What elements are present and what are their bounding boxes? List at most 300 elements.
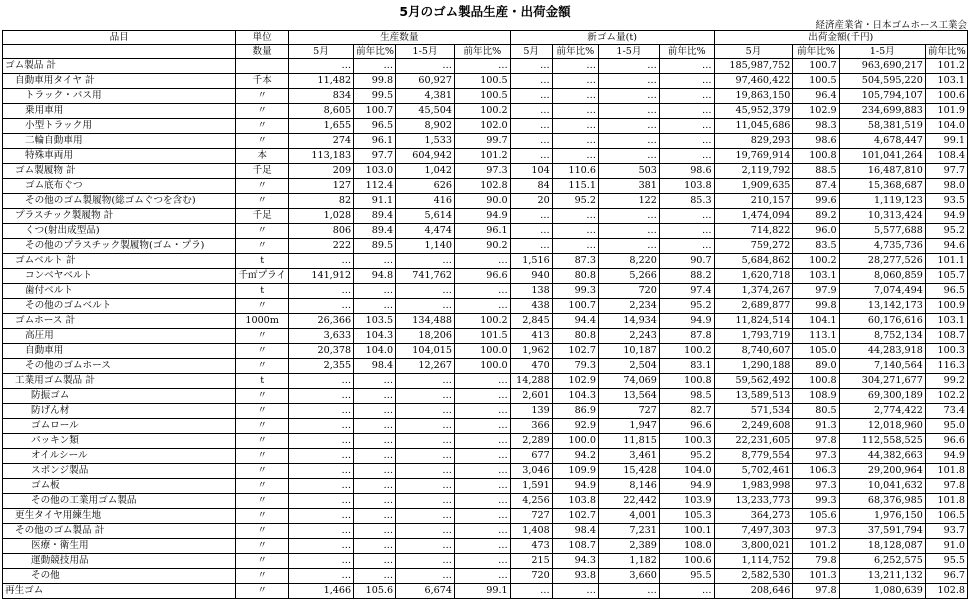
- cell-production-ytd-yoy: 102.0: [454, 119, 510, 134]
- cell-production-ytd-yoy: 100.5: [454, 74, 510, 89]
- cell-new-rubber-ytd-yoy: …: [659, 59, 714, 74]
- row-unit: 〃: [236, 464, 289, 479]
- cell-new-rubber-month: 940: [510, 269, 552, 284]
- cell-new-rubber-yoy: 94.4: [552, 314, 598, 329]
- cell-production-yoy: …: [354, 419, 396, 434]
- cell-shipment-month: 7,497,303: [714, 524, 793, 539]
- cell-new-rubber-ytd: 14,934: [598, 314, 659, 329]
- cell-shipment-month: 8,779,554: [714, 449, 793, 464]
- cell-shipment-yoy: 101.2: [793, 539, 839, 554]
- cell-new-rubber-ytd: …: [598, 134, 659, 149]
- cell-production-ytd: 12,267: [396, 359, 455, 374]
- cell-shipment-ytd-yoy: 116.3: [925, 359, 967, 374]
- cell-production-yoy: …: [354, 449, 396, 464]
- cell-new-rubber-ytd: 10,187: [598, 344, 659, 359]
- cell-new-rubber-yoy: 102.7: [552, 509, 598, 524]
- cell-production-month: 1,466: [288, 584, 353, 599]
- cell-new-rubber-yoy: …: [552, 584, 598, 599]
- cell-new-rubber-ytd: …: [598, 209, 659, 224]
- cell-shipment-ytd-yoy: 95.5: [925, 554, 967, 569]
- cell-new-rubber-ytd: 720: [598, 284, 659, 299]
- cell-production-ytd: …: [396, 569, 455, 584]
- cell-new-rubber-ytd: 8,146: [598, 479, 659, 494]
- cell-new-rubber-ytd: 727: [598, 404, 659, 419]
- cell-shipment-yoy: 83.5: [793, 239, 839, 254]
- cell-production-ytd-yoy: …: [454, 59, 510, 74]
- cell-shipment-ytd-yoy: 96.5: [925, 284, 967, 299]
- cell-new-rubber-ytd: 2,243: [598, 329, 659, 344]
- cell-production-month: …: [288, 524, 353, 539]
- cell-production-month: …: [288, 389, 353, 404]
- row-unit: 本: [236, 149, 289, 164]
- cell-shipment-ytd: 8,060,859: [839, 269, 925, 284]
- table-row: [3, 89, 968, 104]
- source-note: 経済産業省・日本ゴムホース工業会: [815, 20, 967, 31]
- cell-production-ytd-yoy: 99.7: [454, 134, 510, 149]
- cell-shipment-month: 3,800,021: [714, 539, 793, 554]
- cell-production-month: 141,912: [288, 269, 353, 284]
- row-unit: 千本: [236, 74, 289, 89]
- cell-shipment-yoy: 98.3: [793, 119, 839, 134]
- row-unit: 〃: [236, 419, 289, 434]
- cell-production-ytd: …: [396, 404, 455, 419]
- cell-new-rubber-month: 3,046: [510, 464, 552, 479]
- row-item-name: 更生タイヤ用練生地: [3, 509, 236, 524]
- cell-production-month: 209: [288, 164, 353, 179]
- cell-production-month: 274: [288, 134, 353, 149]
- cell-shipment-ytd-yoy: 93.5: [925, 194, 967, 209]
- cell-shipment-ytd-yoy: 91.0: [925, 539, 967, 554]
- row-unit: 〃: [236, 89, 289, 104]
- row-item-name: ゴムホース 計: [3, 314, 236, 329]
- cell-production-ytd-yoy: …: [454, 524, 510, 539]
- header-ship-month: 5月: [714, 45, 793, 59]
- table-row: [3, 134, 968, 149]
- cell-shipment-ytd-yoy: 101.8: [925, 464, 967, 479]
- cell-production-month: 2,355: [288, 359, 353, 374]
- cell-production-yoy: 103.5: [354, 314, 396, 329]
- cell-shipment-ytd-yoy: 104.0: [925, 119, 967, 134]
- cell-new-rubber-ytd-yoy: 95.2: [659, 449, 714, 464]
- row-item-name: 自動車用タイヤ 計: [3, 74, 236, 89]
- cell-shipment-ytd: 4,735,736: [839, 239, 925, 254]
- cell-production-ytd: …: [396, 419, 455, 434]
- row-unit: 〃: [236, 179, 289, 194]
- cell-production-yoy: …: [354, 479, 396, 494]
- cell-new-rubber-ytd: 7,231: [598, 524, 659, 539]
- cell-shipment-yoy: 88.5: [793, 164, 839, 179]
- cell-shipment-ytd: 1,119,123: [839, 194, 925, 209]
- cell-production-month: …: [288, 434, 353, 449]
- row-unit: 〃: [236, 479, 289, 494]
- cell-production-ytd-yoy: …: [454, 284, 510, 299]
- cell-production-yoy: …: [354, 569, 396, 584]
- row-item-name: 工業用ゴム製品 計: [3, 374, 236, 389]
- cell-shipment-ytd: 2,774,422: [839, 404, 925, 419]
- cell-shipment-ytd: 69,300,189: [839, 389, 925, 404]
- cell-shipment-ytd-yoy: 94.9: [925, 209, 967, 224]
- header-ship-ytd: 1-5月: [839, 45, 925, 59]
- cell-new-rubber-ytd: …: [598, 74, 659, 89]
- cell-new-rubber-ytd-yoy: 103.9: [659, 494, 714, 509]
- row-unit: t: [236, 254, 289, 269]
- cell-production-month: 806: [288, 224, 353, 239]
- cell-new-rubber-ytd-yoy: 104.0: [659, 464, 714, 479]
- cell-shipment-ytd: 105,794,107: [839, 89, 925, 104]
- cell-new-rubber-ytd-yoy: 88.2: [659, 269, 714, 284]
- row-unit: 〃: [236, 569, 289, 584]
- cell-new-rubber-month: …: [510, 104, 552, 119]
- cell-new-rubber-ytd: 122: [598, 194, 659, 209]
- cell-production-yoy: 104.3: [354, 329, 396, 344]
- table-row: [3, 464, 968, 479]
- cell-shipment-yoy: 103.1: [793, 269, 839, 284]
- cell-new-rubber-ytd: 1,947: [598, 419, 659, 434]
- cell-shipment-ytd: 18,128,087: [839, 539, 925, 554]
- cell-production-ytd: 104,015: [396, 344, 455, 359]
- cell-production-ytd-yoy: …: [454, 419, 510, 434]
- table-row: [3, 74, 968, 89]
- table-row: [3, 194, 968, 209]
- row-item-name: オイルシール: [3, 449, 236, 464]
- cell-new-rubber-ytd-yoy: …: [659, 134, 714, 149]
- cell-shipment-ytd-yoy: 95.0: [925, 419, 967, 434]
- cell-shipment-ytd: 12,018,960: [839, 419, 925, 434]
- cell-new-rubber-yoy: 98.4: [552, 524, 598, 539]
- cell-shipment-ytd-yoy: 97.7: [925, 164, 967, 179]
- cell-shipment-month: 22,231,605: [714, 434, 793, 449]
- page-title: 5月のゴム製品生産・出荷金額: [399, 4, 571, 19]
- cell-shipment-ytd: 1,976,150: [839, 509, 925, 524]
- cell-production-month: …: [288, 569, 353, 584]
- cell-production-ytd-yoy: 100.5: [454, 89, 510, 104]
- row-unit: 〃: [236, 344, 289, 359]
- cell-shipment-yoy: 105.0: [793, 344, 839, 359]
- cell-production-month: 82: [288, 194, 353, 209]
- cell-new-rubber-yoy: 92.9: [552, 419, 598, 434]
- table-row: [3, 404, 968, 419]
- row-unit: 1000m: [236, 314, 289, 329]
- cell-new-rubber-yoy: …: [552, 239, 598, 254]
- cell-new-rubber-yoy: 115.1: [552, 179, 598, 194]
- cell-shipment-ytd: 101,041,264: [839, 149, 925, 164]
- cell-production-month: …: [288, 59, 353, 74]
- row-unit: 〃: [236, 449, 289, 464]
- table-row: [3, 239, 968, 254]
- cell-new-rubber-ytd-yoy: 100.3: [659, 434, 714, 449]
- cell-production-ytd-yoy: …: [454, 539, 510, 554]
- cell-shipment-ytd: 28,277,526: [839, 254, 925, 269]
- row-unit: 〃: [236, 554, 289, 569]
- cell-production-ytd: 1,533: [396, 134, 455, 149]
- row-unit: 〃: [236, 359, 289, 374]
- cell-new-rubber-ytd-yoy: 87.8: [659, 329, 714, 344]
- row-item-name: 運動競技用品: [3, 554, 236, 569]
- cell-shipment-month: 2,249,608: [714, 419, 793, 434]
- cell-production-ytd: 1,140: [396, 239, 455, 254]
- cell-production-month: 8,605: [288, 104, 353, 119]
- cell-new-rubber-ytd-yoy: …: [659, 239, 714, 254]
- cell-shipment-month: 1,793,719: [714, 329, 793, 344]
- header-row-2: [3, 45, 968, 59]
- cell-production-ytd: …: [396, 449, 455, 464]
- cell-production-ytd: 416: [396, 194, 455, 209]
- row-item-name: その他のゴムホース: [3, 359, 236, 374]
- header-unit-sub: 数量: [236, 45, 289, 59]
- cell-new-rubber-yoy: 100.0: [552, 434, 598, 449]
- cell-new-rubber-ytd: 11,815: [598, 434, 659, 449]
- cell-shipment-yoy: 100.5: [793, 74, 839, 89]
- row-unit: 〃: [236, 404, 289, 419]
- cell-production-ytd-yoy: 101.5: [454, 329, 510, 344]
- cell-production-ytd-yoy: …: [454, 479, 510, 494]
- header-unit: 単位: [236, 31, 289, 45]
- cell-shipment-yoy: 105.6: [793, 509, 839, 524]
- cell-new-rubber-yoy: …: [552, 149, 598, 164]
- cell-shipment-ytd-yoy: 97.8: [925, 479, 967, 494]
- row-unit: 〃: [236, 494, 289, 509]
- header-ship-ytd-yoy: 前年比%: [925, 45, 967, 59]
- cell-production-yoy: 89.4: [354, 224, 396, 239]
- table-row: [3, 359, 968, 374]
- cell-production-yoy: …: [354, 524, 396, 539]
- cell-production-ytd-yoy: …: [454, 449, 510, 464]
- cell-production-ytd: …: [396, 374, 455, 389]
- cell-shipment-month: 1,983,998: [714, 479, 793, 494]
- cell-new-rubber-yoy: …: [552, 104, 598, 119]
- cell-new-rubber-ytd: …: [598, 119, 659, 134]
- cell-new-rubber-yoy: 99.3: [552, 284, 598, 299]
- cell-shipment-ytd: 963,690,217: [839, 59, 925, 74]
- cell-new-rubber-yoy: 94.3: [552, 554, 598, 569]
- cell-shipment-ytd: 304,271,677: [839, 374, 925, 389]
- cell-production-yoy: …: [354, 299, 396, 314]
- cell-new-rubber-month: 677: [510, 449, 552, 464]
- cell-new-rubber-ytd-yoy: 83.1: [659, 359, 714, 374]
- cell-shipment-ytd: 10,041,632: [839, 479, 925, 494]
- cell-shipment-yoy: 89.2: [793, 209, 839, 224]
- cell-production-yoy: 94.8: [354, 269, 396, 284]
- cell-production-ytd: …: [396, 524, 455, 539]
- cell-shipment-ytd-yoy: 93.7: [925, 524, 967, 539]
- cell-new-rubber-ytd: …: [598, 224, 659, 239]
- cell-new-rubber-month: 104: [510, 164, 552, 179]
- cell-new-rubber-yoy: 102.7: [552, 344, 598, 359]
- row-unit: 〃: [236, 389, 289, 404]
- cell-production-ytd: …: [396, 554, 455, 569]
- table-row: [3, 149, 968, 164]
- table-row: [3, 344, 968, 359]
- cell-production-ytd-yoy: 101.2: [454, 149, 510, 164]
- row-item-name: ゴム底布ぐつ: [3, 179, 236, 194]
- cell-new-rubber-month: 1,962: [510, 344, 552, 359]
- cell-new-rubber-month: 1,408: [510, 524, 552, 539]
- cell-production-yoy: 91.1: [354, 194, 396, 209]
- cell-production-yoy: 103.0: [354, 164, 396, 179]
- header-prod-month: 5月: [288, 45, 353, 59]
- cell-new-rubber-yoy: 80.8: [552, 329, 598, 344]
- cell-shipment-ytd-yoy: 98.0: [925, 179, 967, 194]
- cell-production-ytd: 604,942: [396, 149, 455, 164]
- cell-production-yoy: …: [354, 554, 396, 569]
- cell-shipment-yoy: 91.3: [793, 419, 839, 434]
- cell-shipment-ytd: 13,211,132: [839, 569, 925, 584]
- cell-production-month: 1,655: [288, 119, 353, 134]
- cell-shipment-ytd: 16,487,810: [839, 164, 925, 179]
- cell-production-yoy: 98.4: [354, 359, 396, 374]
- cell-shipment-month: 5,702,461: [714, 464, 793, 479]
- cell-shipment-ytd-yoy: 73.4: [925, 404, 967, 419]
- cell-new-rubber-yoy: 94.9: [552, 479, 598, 494]
- cell-new-rubber-ytd: 15,428: [598, 464, 659, 479]
- table-row: [3, 269, 968, 284]
- cell-production-ytd-yoy: …: [454, 389, 510, 404]
- cell-new-rubber-ytd: 4,001: [598, 509, 659, 524]
- cell-new-rubber-ytd-yoy: 100.1: [659, 524, 714, 539]
- cell-shipment-month: 185,987,752: [714, 59, 793, 74]
- cell-new-rubber-month: 139: [510, 404, 552, 419]
- cell-production-yoy: …: [354, 539, 396, 554]
- cell-shipment-ytd: 234,699,883: [839, 104, 925, 119]
- cell-production-ytd-yoy: 94.9: [454, 209, 510, 224]
- cell-new-rubber-ytd-yoy: 94.9: [659, 314, 714, 329]
- cell-production-ytd-yoy: …: [454, 434, 510, 449]
- row-unit: 〃: [236, 434, 289, 449]
- cell-production-ytd-yoy: 96.6: [454, 269, 510, 284]
- cell-production-ytd: …: [396, 284, 455, 299]
- table-row: [3, 209, 968, 224]
- header-production: 生産数量: [288, 31, 510, 45]
- row-item-name: 防げん材: [3, 404, 236, 419]
- cell-new-rubber-ytd-yoy: 105.3: [659, 509, 714, 524]
- cell-shipment-month: 2,582,530: [714, 569, 793, 584]
- cell-shipment-ytd-yoy: 108.4: [925, 149, 967, 164]
- cell-new-rubber-ytd: …: [598, 89, 659, 104]
- table-row: [3, 254, 968, 269]
- cell-new-rubber-yoy: 102.9: [552, 374, 598, 389]
- row-item-name: 歯付ベルト: [3, 284, 236, 299]
- row-item-name: 二輪自動車用: [3, 134, 236, 149]
- cell-new-rubber-ytd: …: [598, 59, 659, 74]
- production-table: [2, 30, 968, 599]
- cell-new-rubber-month: …: [510, 149, 552, 164]
- cell-shipment-yoy: 80.5: [793, 404, 839, 419]
- table-row: [3, 119, 968, 134]
- cell-new-rubber-ytd-yoy: 98.6: [659, 164, 714, 179]
- cell-production-ytd: …: [396, 479, 455, 494]
- cell-production-yoy: …: [354, 464, 396, 479]
- table-row: [3, 389, 968, 404]
- cell-production-yoy: 97.7: [354, 149, 396, 164]
- cell-new-rubber-ytd: 3,461: [598, 449, 659, 464]
- row-unit: 千足: [236, 209, 289, 224]
- table-row: [3, 374, 968, 389]
- row-item-name: その他のプラスチック製履物(ゴム・プラ): [3, 239, 236, 254]
- cell-shipment-ytd: 6,252,575: [839, 554, 925, 569]
- cell-shipment-month: 1,474,094: [714, 209, 793, 224]
- cell-new-rubber-yoy: 108.7: [552, 539, 598, 554]
- cell-production-month: 222: [288, 239, 353, 254]
- row-item-name: その他のゴム製品 計: [3, 524, 236, 539]
- cell-new-rubber-month: 470: [510, 359, 552, 374]
- cell-shipment-ytd-yoy: 95.2: [925, 224, 967, 239]
- cell-new-rubber-month: …: [510, 74, 552, 89]
- cell-new-rubber-ytd: …: [598, 584, 659, 599]
- cell-new-rubber-yoy: 109.9: [552, 464, 598, 479]
- cell-new-rubber-yoy: 80.8: [552, 269, 598, 284]
- table-row: [3, 584, 968, 599]
- row-unit: 〃: [236, 119, 289, 134]
- cell-new-rubber-ytd-yoy: …: [659, 119, 714, 134]
- cell-shipment-ytd-yoy: 99.2: [925, 374, 967, 389]
- cell-shipment-month: 11,045,686: [714, 119, 793, 134]
- cell-new-rubber-month: 2,289: [510, 434, 552, 449]
- cell-shipment-month: 210,157: [714, 194, 793, 209]
- cell-shipment-month: 19,863,150: [714, 89, 793, 104]
- cell-production-ytd-yoy: 100.2: [454, 104, 510, 119]
- row-item-name: くつ(射出成型品): [3, 224, 236, 239]
- table-row: [3, 554, 968, 569]
- cell-new-rubber-month: 438: [510, 299, 552, 314]
- table-row: [3, 224, 968, 239]
- cell-shipment-yoy: 97.3: [793, 449, 839, 464]
- cell-new-rubber-ytd: 2,389: [598, 539, 659, 554]
- cell-new-rubber-month: …: [510, 239, 552, 254]
- cell-new-rubber-ytd-yoy: 97.4: [659, 284, 714, 299]
- cell-production-month: …: [288, 254, 353, 269]
- table-row: [3, 314, 968, 329]
- cell-new-rubber-yoy: 103.8: [552, 494, 598, 509]
- cell-production-yoy: …: [354, 434, 396, 449]
- cell-shipment-month: 59,562,492: [714, 374, 793, 389]
- cell-production-month: …: [288, 299, 353, 314]
- header-shipment: 出荷金額(千円): [714, 31, 967, 45]
- cell-production-ytd-yoy: …: [454, 464, 510, 479]
- cell-production-ytd-yoy: …: [454, 254, 510, 269]
- cell-shipment-ytd-yoy: 103.1: [925, 314, 967, 329]
- cell-new-rubber-yoy: …: [552, 74, 598, 89]
- cell-production-yoy: 105.6: [354, 584, 396, 599]
- row-item-name: 防振ゴム: [3, 389, 236, 404]
- row-unit: 〃: [236, 239, 289, 254]
- cell-shipment-yoy: 100.7: [793, 59, 839, 74]
- cell-shipment-yoy: 79.8: [793, 554, 839, 569]
- row-item-name: その他のゴム製履物(総ゴムぐつを含む): [3, 194, 236, 209]
- cell-shipment-yoy: 113.1: [793, 329, 839, 344]
- cell-new-rubber-ytd: 3,660: [598, 569, 659, 584]
- cell-production-month: 113,183: [288, 149, 353, 164]
- cell-shipment-ytd-yoy: 108.7: [925, 329, 967, 344]
- cell-shipment-yoy: 100.8: [793, 149, 839, 164]
- cell-shipment-ytd: 112,558,525: [839, 434, 925, 449]
- cell-new-rubber-ytd: 13,564: [598, 389, 659, 404]
- cell-shipment-ytd: 60,176,616: [839, 314, 925, 329]
- cell-shipment-month: 5,684,862: [714, 254, 793, 269]
- table-row: [3, 494, 968, 509]
- row-item-name: パッキン類: [3, 434, 236, 449]
- cell-production-ytd: 60,927: [396, 74, 455, 89]
- table-row: [3, 179, 968, 194]
- cell-new-rubber-ytd-yoy: …: [659, 149, 714, 164]
- cell-new-rubber-ytd-yoy: 103.8: [659, 179, 714, 194]
- table-row: [3, 434, 968, 449]
- cell-new-rubber-month: …: [510, 134, 552, 149]
- cell-production-ytd: 741,762: [396, 269, 455, 284]
- table-row: [3, 524, 968, 539]
- row-unit: 〃: [236, 194, 289, 209]
- cell-production-ytd-yoy: …: [454, 374, 510, 389]
- cell-production-month: …: [288, 404, 353, 419]
